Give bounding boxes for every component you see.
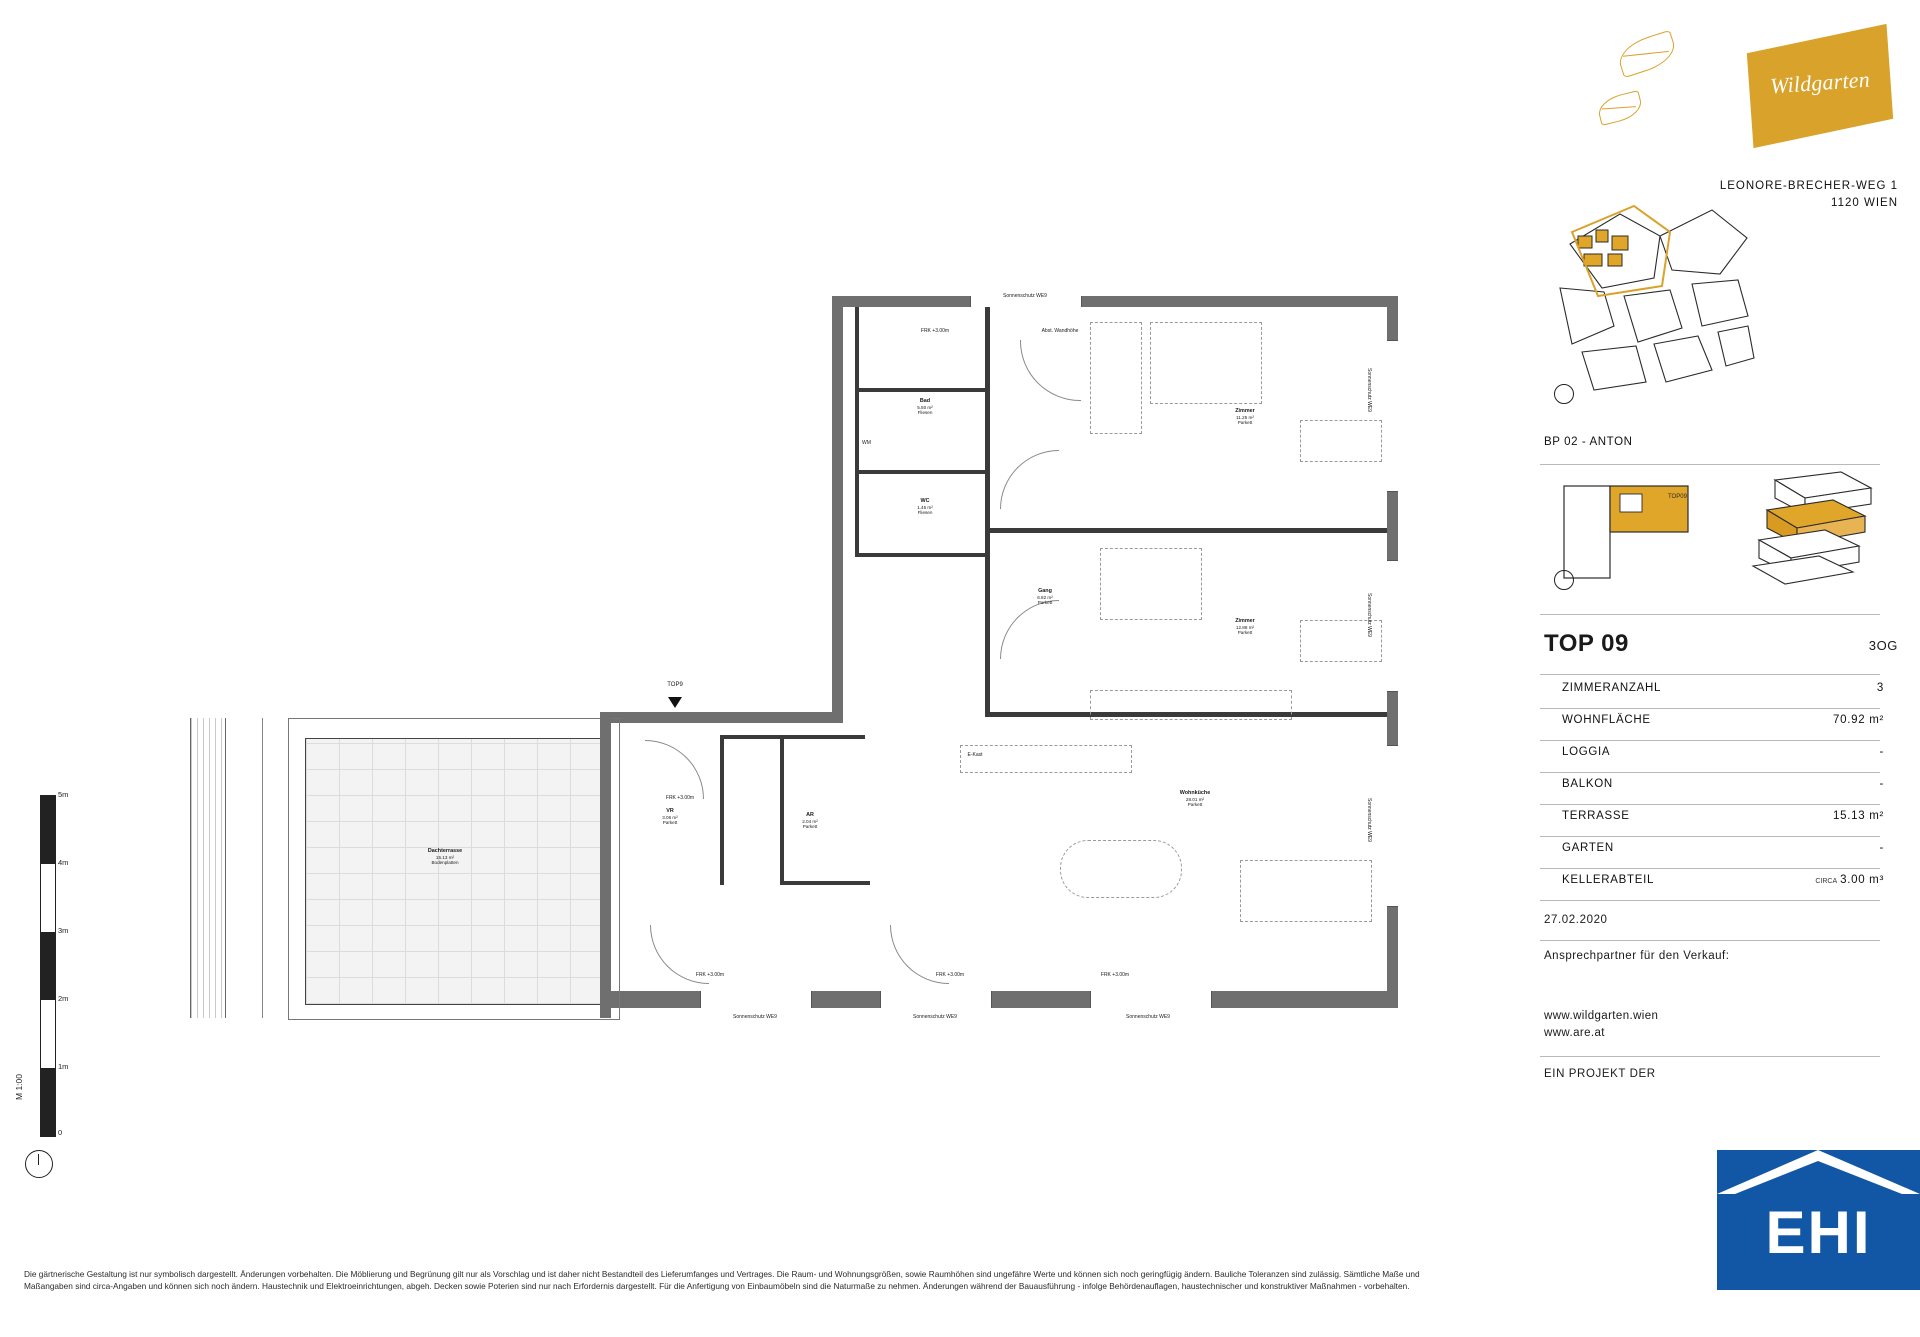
room-area: 1.45 m² (917, 504, 933, 510)
wall-segment (985, 307, 990, 712)
room-label-gang (1015, 588, 1075, 606)
spec-key: WOHNFLÄCHE (1562, 714, 1651, 726)
wall-segment (985, 528, 1387, 533)
ehi-logo (1717, 1150, 1920, 1290)
website-are[interactable]: www.are.at (1544, 1027, 1605, 1040)
contact-label: Ansprechpartner für den Verkauf: (1544, 950, 1730, 962)
room-label-bad (895, 398, 955, 416)
scale-tick: 0 (58, 1128, 63, 1137)
north-arrow-icon (1554, 570, 1574, 590)
wall-segment (832, 296, 1398, 307)
annotation-frk-vr: FRK +3.00m (665, 795, 695, 801)
spec-value: - (1879, 746, 1884, 758)
spec-key: TERRASSE (1562, 810, 1630, 822)
door-swing-icon (645, 740, 704, 799)
annotation-sonnenschutz-right-2: Sonnenschutz WE9 (1366, 593, 1372, 637)
wall-segment (780, 881, 870, 885)
website-links (1544, 1008, 1658, 1043)
spec-value: 70.92 m² (1833, 714, 1884, 726)
room-label-zimmer-1 (1215, 408, 1275, 426)
room-name: Gang (1038, 588, 1052, 594)
ehi-roof-inner-shape (1735, 1161, 1902, 1194)
spec-key: GARTEN (1562, 842, 1614, 854)
annotation-frk-bottom-2: FRK +3.00m (935, 972, 965, 978)
spec-value: 15.13 m² (1833, 810, 1884, 822)
ground-edge-line (262, 718, 263, 1018)
room-area: 3.06 m² (662, 814, 678, 820)
entry-arrow-icon (668, 697, 682, 708)
scale-tick: 1m (58, 1062, 69, 1071)
annotation-frk-2: Abst. Wandhöhe (1041, 328, 1079, 334)
wall-segment (600, 712, 843, 723)
room-area: 5.50 m² (917, 404, 933, 410)
scale-tick: 3m (58, 926, 69, 935)
leaf-icon (1614, 30, 1679, 78)
furniture-wardrobe (1090, 322, 1142, 434)
spec-value-prefix: CIRCA (1815, 878, 1838, 885)
door-swing-icon (1000, 350, 1001, 351)
wall-segment (855, 388, 985, 392)
furniture-kitchen-counter (960, 745, 1132, 773)
room-floor: Parkett (1187, 802, 1203, 808)
spec-value: - (1879, 842, 1884, 854)
room-floor: Parkett (1037, 600, 1053, 606)
spec-key: LOGGIA (1562, 746, 1611, 758)
disclaimer-text: Die gärtnerische Gestaltung ist nur symbolisch dargestellt. Änderungen vorbehalten. Die Möblierung und Begrünung gilt nur als Vorschlag und ist daher nicht Bestandteil des Lieferumfanges und Vertrages. Die Raum- und Wohnungsgrößen, sowie Raumhöhen sind ungefähre Werte und können sich noch geringfügig ändern. Bauliche Toleranzen sind zulässig. Sämtliche Maße und Maßangaben sind circa-Angaben und können sich noch ändern. Haustechnik und Elektroeinrichtungen, abgeh. Decken sowie Poterien sind nur nach Erfordernis dargestellt. Für die Anfertigung von Einbaumöbeln sind die Naturmaße zu nehmen. Änderungen während der Bauausführung - infolge Behördenauflagen, haustechnischer und konstruktiver Maßnahmen - vorbehalten. (24, 1269, 1420, 1292)
annotation-washing-machine: WM (862, 440, 871, 446)
room-name: Zimmer (1235, 618, 1255, 624)
spec-value: - (1879, 778, 1884, 790)
window-opening (1387, 560, 1398, 692)
building-part-label: BP 02 - ANTON (1544, 436, 1633, 448)
room-floor: Parkett (1237, 630, 1253, 636)
room-name: AR (806, 812, 814, 818)
furniture-desk (1300, 420, 1382, 462)
room-label-dachterrasse (390, 848, 500, 866)
room-area: 2.04 m² (802, 818, 818, 824)
wall-segment (720, 735, 724, 885)
spec-key: BALKON (1562, 778, 1613, 790)
wildgarten-logo-text: Wildgarten (1769, 66, 1871, 99)
room-floor: Parkett (802, 824, 818, 830)
room-name: WC (920, 498, 930, 504)
spec-value-text: 3.00 m³ (1840, 874, 1884, 886)
room-label-wohnkueche (1155, 790, 1235, 808)
north-arrow-icon (25, 1150, 53, 1178)
address-city: 1120 WIEN (1831, 196, 1898, 209)
page-title: TOP 09 (1544, 630, 1629, 657)
site-map (1542, 192, 1757, 407)
spec-value: 3 (1876, 682, 1884, 694)
spec-value (1815, 874, 1884, 886)
key-map (1542, 472, 1742, 592)
door-swing-icon (1020, 340, 1081, 401)
building-isometric (1745, 470, 1885, 595)
furniture-wardrobe (1090, 690, 1292, 720)
terrace-outline (288, 718, 620, 1020)
wall-segment (832, 296, 843, 712)
window-opening (1387, 745, 1398, 907)
annotation-sonnenschutz-top: Sonnenschutz WE9 (1003, 293, 1047, 299)
room-name: Zimmer (1235, 408, 1255, 414)
door-swing-icon (1000, 450, 1059, 509)
spec-key: KELLERABTEIL (1562, 874, 1655, 886)
room-floor: Parkett (662, 820, 678, 826)
wall-segment (720, 735, 865, 739)
room-label-vr (645, 808, 695, 826)
room-floor: Parkett (1237, 420, 1253, 426)
room-area: 11.25 m² (1236, 414, 1254, 420)
furniture-bed (1100, 548, 1202, 620)
north-arrow-icon (1554, 384, 1574, 404)
website-wildgarten[interactable]: www.wildgarten.wien (1544, 1010, 1659, 1022)
room-floor: Fliesen (917, 410, 933, 416)
floor-label: 3OG (1868, 638, 1898, 653)
annotation-sonnenschutz-right-3: Sonnenschutz WE9 (1366, 798, 1372, 842)
scale-tick: 2m (58, 994, 69, 1003)
door-swing-icon (1000, 600, 1059, 659)
annotation-sonnenschutz-right-1: Sonnenschutz WE9 (1366, 368, 1372, 412)
annotation-sonnenschutz-bottom-2: Sonnenschutz WE9 (913, 1014, 957, 1020)
wall-segment (780, 735, 784, 885)
room-area: 15.13 m² (435, 854, 455, 860)
spec-key: ZIMMERANZAHL (1562, 682, 1662, 694)
room-name: VR (666, 808, 674, 814)
wall-segment (855, 553, 985, 557)
furniture-bed (1150, 322, 1262, 404)
room-floor: Fliesen (917, 510, 933, 516)
address-street: LEONORE-BRECHER-WEG 1 (1719, 180, 1898, 192)
wall-segment (855, 470, 985, 474)
window-opening (880, 991, 992, 1008)
annotation-frk-bottom-1: FRK +3.00m (695, 972, 725, 978)
annotation-sonnenschutz-bottom-1: Sonnenschutz WE9 (733, 1014, 777, 1020)
window-opening (1090, 991, 1212, 1008)
wall-segment (855, 307, 859, 557)
furniture-sofa (1240, 860, 1372, 922)
annotation-frk-bottom-3: FRK +3.00m (1100, 972, 1130, 978)
ground-hatch (190, 718, 226, 1018)
scale-tick: 5m (58, 790, 69, 799)
window-opening (700, 991, 812, 1008)
room-area: 12.88 m² (1235, 624, 1255, 630)
svg-text:TOP09: TOP09 (1668, 494, 1687, 500)
oak-leaf-icon (1596, 90, 1645, 126)
room-floor: Bodenplatten (431, 860, 459, 866)
annotation-ekast: E-Kast (967, 752, 983, 758)
room-name: Bad (919, 398, 931, 404)
room-label-wc (895, 498, 955, 516)
room-label-ar (785, 812, 835, 830)
wall-segment (600, 718, 611, 1018)
plan-date: 27.02.2020 (1544, 914, 1608, 926)
room-area: 6.82 m² (1037, 594, 1053, 600)
scale-tick: 4m (58, 858, 69, 867)
room-name: Wohnküche (1179, 790, 1211, 796)
annotation-sonnenschutz-bottom-3: Sonnenschutz WE9 (1126, 1014, 1170, 1020)
furniture-dining-table (1060, 840, 1182, 898)
room-area: 28.01 m² (1185, 796, 1205, 802)
scale-label: M 1:00 (14, 1074, 24, 1100)
room-name: Dachterrasse (427, 848, 463, 854)
annotation-frk-1: FRK +3.00m (920, 328, 950, 334)
project-by-label: EIN PROJEKT DER (1544, 1068, 1656, 1080)
ehi-logo-text: EHI (1765, 1199, 1872, 1266)
scale-bar (40, 795, 56, 1137)
window-opening (1387, 340, 1398, 492)
info-panel (1540, 0, 1920, 1337)
top-entry-label: TOP9 (667, 682, 683, 688)
room-label-zimmer-2 (1215, 618, 1275, 636)
